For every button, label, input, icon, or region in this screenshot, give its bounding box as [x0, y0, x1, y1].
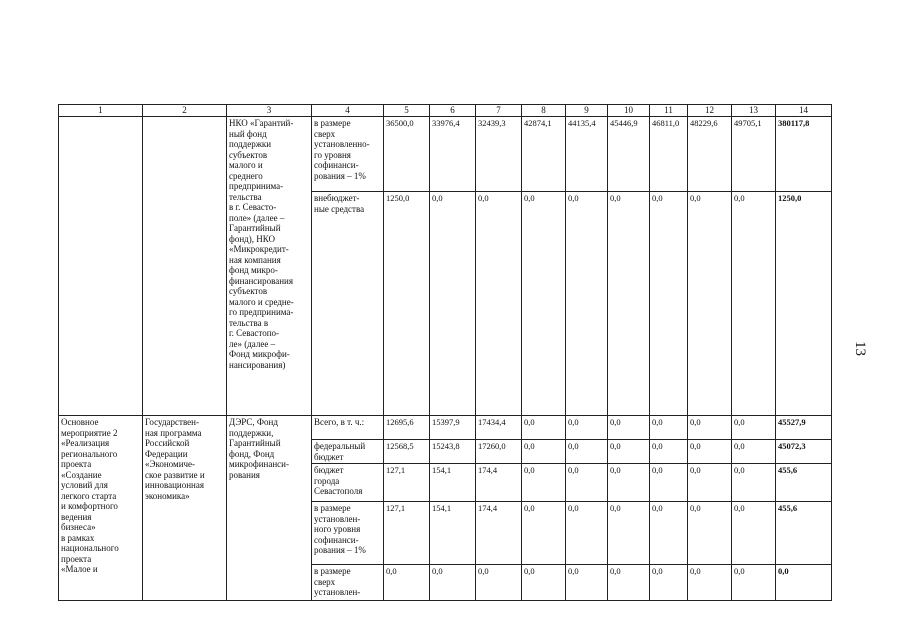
total-cell: 0,0: [776, 565, 832, 601]
value-cell: 48229,6: [688, 117, 732, 192]
value-cell: 0,0: [688, 416, 732, 440]
value-cell: 44135,4: [566, 117, 608, 192]
value-cell: 46811,0: [650, 117, 688, 192]
column-header: 4: [312, 105, 384, 117]
column-header: 1: [59, 105, 143, 117]
total-cell: 45072,3: [776, 440, 832, 464]
value-cell: 45446,9: [608, 117, 650, 192]
value-cell: 0,0: [566, 416, 608, 440]
value-cell: 15397,9: [430, 416, 476, 440]
value-cell: 0,0: [384, 565, 430, 601]
value-cell: 0,0: [608, 416, 650, 440]
table-row: [59, 117, 832, 192]
value-cell: 0,0: [566, 440, 608, 464]
activity-cell: Основное мероприятие 2 «Реализация регионального проекта «Создание условий для легкого старта и комфортного ведения бизнеса» в рамках национального проекта «Малое и: [59, 416, 143, 601]
value-cell: 49705,1: [732, 117, 776, 192]
column-header: 8: [522, 105, 566, 117]
value-cell: 0,0: [522, 502, 566, 565]
value-cell: 0,0: [688, 565, 732, 601]
value-cell: 154,1: [430, 464, 476, 502]
block1-executor-cell: НКО «Гарантий- ный фонд поддержки субъектов малого и среднего предпринима- тельства в г. Севасто- поле» (далее – Гарантийный фонд), НКО «Микрокредит- ная компания фонд микро- финансирования субъектов малого и средне- го предпринима- тельства в г. Севастопо- ле» (далее – Фонд микрофи- нансирования): [227, 117, 312, 416]
value-cell: 154,1: [430, 502, 476, 565]
value-cell: 15243,8: [430, 440, 476, 464]
value-cell: 0,0: [522, 440, 566, 464]
column-header: 7: [476, 105, 522, 117]
value-cell: 0,0: [608, 440, 650, 464]
value-cell: 0,0: [650, 502, 688, 565]
value-cell: 0,0: [522, 416, 566, 440]
value-cell: 0,0: [650, 416, 688, 440]
total-cell: 45527,9: [776, 416, 832, 440]
value-cell: 0,0: [688, 502, 732, 565]
budget-table: [58, 104, 832, 601]
value-cell: 0,0: [688, 192, 732, 416]
value-cell: 32439,3: [476, 117, 522, 192]
value-cell: 12695,6: [384, 416, 430, 440]
value-cell: 0,0: [522, 192, 566, 416]
value-cell: 0,0: [732, 192, 776, 416]
row-label: Всего, в т. ч.:: [312, 416, 384, 440]
value-cell: 42874,1: [522, 117, 566, 192]
column-header: 2: [143, 105, 227, 117]
total-cell: 380117,8: [776, 117, 832, 192]
value-cell: 0,0: [566, 192, 608, 416]
column-header: 12: [688, 105, 732, 117]
value-cell: 0,0: [430, 192, 476, 416]
page-number: 13: [852, 341, 868, 356]
value-cell: 12568,5: [384, 440, 430, 464]
row-label: федеральный бюджет: [312, 440, 384, 464]
value-cell: 0,0: [566, 565, 608, 601]
block1-col2-cell: [143, 117, 227, 416]
value-cell: 0,0: [522, 565, 566, 601]
value-cell: 0,0: [476, 192, 522, 416]
column-header: 14: [776, 105, 832, 117]
value-cell: 0,0: [608, 464, 650, 502]
column-header: 9: [566, 105, 608, 117]
value-cell: 0,0: [732, 440, 776, 464]
value-cell: 0,0: [608, 192, 650, 416]
header-row: [59, 105, 832, 117]
row-label: в размере сверх установленно- го уровня софинанси- рования – 1%: [312, 117, 384, 192]
value-cell: 1250,0: [384, 192, 430, 416]
value-cell: 0,0: [430, 565, 476, 601]
value-cell: 0,0: [732, 416, 776, 440]
total-cell: 455,6: [776, 502, 832, 565]
value-cell: 17434,4: [476, 416, 522, 440]
value-cell: 0,0: [650, 565, 688, 601]
value-cell: 0,0: [688, 440, 732, 464]
value-cell: 0,0: [650, 464, 688, 502]
value-cell: 0,0: [608, 565, 650, 601]
value-cell: 127,1: [384, 464, 430, 502]
column-header: 6: [430, 105, 476, 117]
program-cell: Государствен- ная программа Российской Федерации «Экономиче- ское развитие и инновационная экономика»: [143, 416, 227, 601]
value-cell: 0,0: [732, 565, 776, 601]
value-cell: 0,0: [688, 464, 732, 502]
value-cell: 17260,0: [476, 440, 522, 464]
value-cell: 0,0: [522, 464, 566, 502]
value-cell: 0,0: [650, 440, 688, 464]
column-header: 3: [227, 105, 312, 117]
value-cell: 174,4: [476, 464, 522, 502]
executor-cell: ДЭРС, Фонд поддержки, Гарантийный фонд, Фонд микрофинанси- рования: [227, 416, 312, 601]
column-header: 10: [608, 105, 650, 117]
value-cell: 127,1: [384, 502, 430, 565]
total-cell: 1250,0: [776, 192, 832, 416]
row-label: бюджет города Севастополя: [312, 464, 384, 502]
block1-col1-cell: [59, 117, 143, 416]
row-label: внебюджет- ные средства: [312, 192, 384, 416]
value-cell: 0,0: [566, 464, 608, 502]
value-cell: 0,0: [566, 502, 608, 565]
column-header: 5: [384, 105, 430, 117]
value-cell: 0,0: [732, 464, 776, 502]
row-label: в размере установлен- ного уровня софинанси- рования – 1%: [312, 502, 384, 565]
column-header: 13: [732, 105, 776, 117]
table-row: [59, 416, 832, 440]
value-cell: 0,0: [476, 565, 522, 601]
value-cell: 0,0: [732, 502, 776, 565]
value-cell: 36500,0: [384, 117, 430, 192]
total-cell: 455,6: [776, 464, 832, 502]
value-cell: 0,0: [608, 502, 650, 565]
value-cell: 33976,4: [430, 117, 476, 192]
value-cell: 174,4: [476, 502, 522, 565]
row-label: в размере сверх установлен-: [312, 565, 384, 601]
value-cell: 0,0: [650, 192, 688, 416]
column-header: 11: [650, 105, 688, 117]
